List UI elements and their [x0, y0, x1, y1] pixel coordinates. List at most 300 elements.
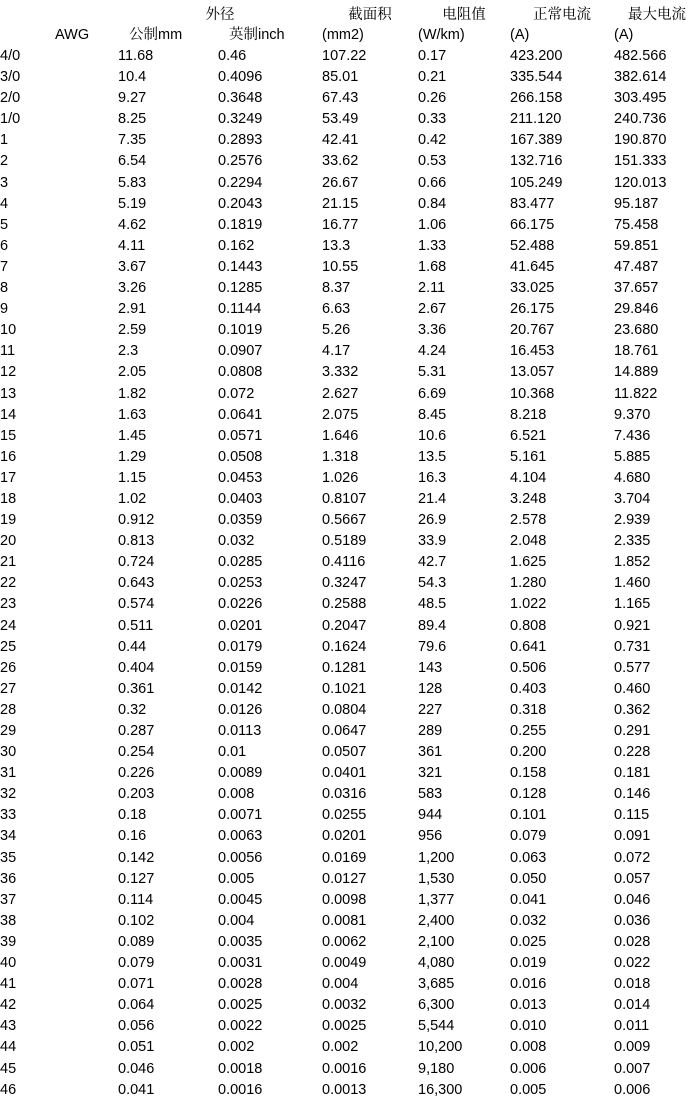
cell-outer-diameter-inch: 0.0571: [218, 427, 263, 444]
table-row: [0, 700, 700, 721]
cell-resistance-value: 956: [418, 828, 443, 845]
cell-normal-current: 0.200: [510, 744, 547, 761]
cell-outer-diameter-mm: 3.67: [118, 258, 147, 275]
table-row: [0, 974, 700, 995]
cell-max-current: 2.335: [614, 533, 651, 550]
cell-max-current: 303.495: [614, 90, 667, 107]
cell-normal-current: 0.025: [510, 933, 547, 950]
cell-outer-diameter-mm: 10.4: [118, 69, 147, 86]
cell-awg-gauge: 44: [0, 1039, 17, 1056]
cell-outer-diameter-mm: 0.32: [118, 701, 147, 718]
cell-resistance-value: 33.9: [418, 533, 447, 550]
cell-cross-section-area: 0.0016: [322, 1060, 367, 1077]
cell-normal-current: 2.578: [510, 512, 547, 529]
cell-outer-diameter-mm: 11.68: [118, 48, 154, 64]
cell-outer-diameter-mm: 0.046: [118, 1060, 155, 1077]
header-cross-section-unit: (mm2): [322, 27, 364, 43]
cell-normal-current: 0.050: [510, 870, 547, 887]
cell-resistance-value: 143: [418, 659, 443, 676]
cell-outer-diameter-inch: 0.0359: [218, 512, 263, 529]
awg-table: [0, 6, 700, 1101]
cell-outer-diameter-inch: 0.005: [218, 870, 255, 887]
table-row: [0, 236, 700, 257]
cell-normal-current: 0.128: [510, 786, 547, 803]
cell-outer-diameter-mm: 0.203: [118, 786, 155, 803]
cell-outer-diameter-mm: 0.102: [118, 912, 155, 929]
cell-max-current: 14.889: [614, 364, 659, 381]
cell-cross-section-area: 0.0647: [322, 723, 367, 739]
cell-awg-gauge: 30: [0, 744, 17, 761]
cell-cross-section-area: 0.0255: [322, 807, 367, 824]
cell-outer-diameter-mm: 0.287: [118, 723, 155, 739]
cell-resistance-value: 13.5: [418, 448, 447, 465]
table-row: [0, 637, 700, 658]
cell-outer-diameter-mm: 0.089: [118, 933, 155, 950]
cell-outer-diameter-inch: 0.1144: [218, 301, 262, 318]
cell-outer-diameter-inch: 0.0035: [218, 933, 263, 950]
table-row: [0, 932, 700, 953]
cell-normal-current: 20.767: [510, 322, 555, 339]
cell-awg-gauge: 32: [0, 786, 17, 803]
cell-outer-diameter-inch: 0.0089: [218, 765, 263, 782]
cell-normal-current: 266.158: [510, 90, 563, 107]
cell-max-current: 2.939: [614, 512, 651, 529]
cell-resistance-value: 5.31: [418, 364, 447, 381]
cell-resistance-value: 0.21: [418, 69, 447, 86]
cell-outer-diameter-inch: 0.0025: [218, 997, 263, 1014]
cell-outer-diameter-inch: 0.0018: [218, 1060, 263, 1077]
cell-resistance-value: 0.66: [418, 174, 447, 191]
cell-normal-current: 0.101: [510, 807, 547, 824]
table-row: [0, 67, 700, 88]
cell-resistance-value: 2,100: [418, 933, 455, 950]
cell-normal-current: 0.005: [510, 1081, 547, 1098]
cell-max-current: 37.657: [614, 280, 659, 297]
cell-normal-current: 167.389: [510, 132, 563, 149]
cell-cross-section-area: 0.3247: [322, 575, 367, 592]
table-row: [0, 215, 700, 236]
cell-outer-diameter-mm: 0.16: [118, 828, 147, 845]
cell-outer-diameter-mm: 1.15: [118, 469, 147, 486]
cell-outer-diameter-mm: 0.127: [118, 870, 155, 887]
cell-normal-current: 1.280: [510, 575, 547, 592]
cell-awg-gauge: 18: [0, 490, 17, 507]
cell-max-current: 482.566: [614, 48, 667, 64]
cell-normal-current: 1.022: [510, 596, 547, 613]
cell-awg-gauge: 17: [0, 469, 17, 486]
cell-resistance-value: 1,200: [418, 849, 455, 866]
cell-max-current: 0.362: [614, 701, 651, 718]
cell-resistance-value: 0.33: [418, 111, 447, 128]
cell-normal-current: 83.477: [510, 195, 555, 212]
table-row: [0, 1080, 700, 1101]
cell-outer-diameter-mm: 2.05: [118, 364, 147, 381]
cell-outer-diameter-mm: 5.83: [118, 174, 147, 191]
table-row: [0, 1059, 700, 1080]
header-max-current-unit: (A): [614, 27, 634, 43]
table-row: [0, 742, 700, 763]
cell-cross-section-area: 16.77: [322, 216, 359, 233]
cell-outer-diameter-mm: 3.26: [118, 280, 147, 297]
cell-awg-gauge: 34: [0, 828, 17, 845]
cell-awg-gauge: 23: [0, 596, 17, 613]
cell-awg-gauge: 31: [0, 765, 17, 782]
cell-max-current: 0.731: [614, 638, 651, 655]
cell-awg-gauge: 38: [0, 912, 17, 929]
cell-resistance-value: 16.3: [418, 469, 447, 486]
cell-max-current: 0.460: [614, 680, 651, 697]
cell-awg-gauge: 6: [0, 237, 9, 254]
cell-outer-diameter-mm: 0.18: [118, 807, 147, 824]
cell-outer-diameter-inch: 0.0126: [218, 701, 263, 718]
cell-resistance-value: 10.6: [418, 427, 447, 444]
cell-resistance-value: 89.4: [418, 617, 447, 634]
table-row: [0, 848, 700, 869]
cell-outer-diameter-inch: 0.0201: [218, 617, 263, 634]
cell-max-current: 95.187: [614, 195, 659, 212]
cell-max-current: 0.577: [614, 659, 651, 676]
header-max-current: 最大电流: [628, 7, 686, 23]
cell-cross-section-area: 10.55: [322, 258, 359, 275]
cell-normal-current: 132.716: [510, 153, 563, 170]
cell-normal-current: 0.019: [510, 955, 547, 972]
cell-outer-diameter-mm: 0.912: [118, 512, 155, 529]
cell-cross-section-area: 8.37: [322, 280, 351, 297]
cell-awg-gauge: 26: [0, 659, 17, 676]
cell-awg-gauge: 37: [0, 891, 17, 908]
cell-outer-diameter-inch: 0.0142: [218, 680, 263, 697]
table-body: [0, 46, 700, 1101]
header-metric-mm: 公制mm: [129, 27, 183, 43]
cell-resistance-value: 79.6: [418, 638, 447, 655]
cell-resistance-value: 8.45: [418, 406, 447, 423]
cell-outer-diameter-mm: 0.361: [118, 680, 155, 697]
cell-max-current: 120.013: [614, 174, 667, 191]
cell-normal-current: 0.063: [510, 849, 547, 866]
cell-outer-diameter-inch: 0.002: [218, 1039, 255, 1056]
table-row: [0, 130, 700, 151]
cell-outer-diameter-inch: 0.0028: [218, 976, 263, 993]
cell-normal-current: 10.368: [510, 385, 555, 402]
cell-normal-current: 13.057: [510, 364, 555, 381]
cell-cross-section-area: 42.41: [322, 132, 359, 149]
cell-outer-diameter-inch: 0.0403: [218, 490, 263, 507]
cell-max-current: 0.091: [614, 828, 651, 845]
cell-cross-section-area: 0.5667: [322, 512, 367, 529]
cell-outer-diameter-mm: 1.82: [118, 385, 147, 402]
table-row: [0, 1016, 700, 1037]
cell-max-current: 0.046: [614, 891, 651, 908]
cell-normal-current: 0.008: [510, 1039, 547, 1056]
table-row: [0, 362, 700, 383]
cell-normal-current: 41.645: [510, 258, 555, 275]
cell-max-current: 1.852: [614, 554, 651, 571]
cell-outer-diameter-mm: 0.051: [118, 1039, 155, 1056]
cell-cross-section-area: 0.5189: [322, 533, 367, 550]
cell-outer-diameter-mm: 1.02: [118, 490, 147, 507]
cell-resistance-value: 6.69: [418, 385, 447, 402]
cell-outer-diameter-inch: 0.0031: [218, 955, 263, 972]
cell-awg-gauge: 9: [0, 301, 9, 318]
cell-cross-section-area: 3.332: [322, 364, 359, 381]
table-row: [0, 911, 700, 932]
cell-outer-diameter-mm: 5.19: [118, 195, 147, 212]
cell-cross-section-area: 2.075: [322, 406, 359, 423]
cell-outer-diameter-mm: 0.574: [118, 596, 155, 613]
cell-cross-section-area: 0.0401: [322, 765, 367, 782]
cell-cross-section-area: 0.0804: [322, 701, 367, 718]
cell-max-current: 0.009: [614, 1039, 651, 1056]
table-row: [0, 1037, 700, 1058]
cell-awg-gauge: 14: [0, 406, 17, 423]
cell-normal-current: 0.808: [510, 617, 547, 634]
header-row-top: [0, 6, 700, 25]
cell-cross-section-area: 0.0098: [322, 891, 367, 908]
cell-resistance-value: 1.06: [418, 216, 447, 233]
table-row: [0, 320, 700, 341]
cell-resistance-value: 0.84: [418, 195, 447, 212]
cell-outer-diameter-inch: 0.004: [218, 912, 255, 929]
table-row: [0, 447, 700, 468]
cell-awg-gauge: 15: [0, 427, 17, 444]
cell-outer-diameter-mm: 4.11: [118, 237, 146, 254]
cell-max-current: 0.028: [614, 933, 651, 950]
cell-outer-diameter-mm: 0.254: [118, 744, 155, 761]
cell-max-current: 0.072: [614, 849, 651, 866]
cell-awg-gauge: 10: [0, 322, 17, 339]
cell-max-current: 0.057: [614, 870, 651, 887]
cell-cross-section-area: 0.0025: [322, 1018, 367, 1035]
cell-outer-diameter-inch: 0.0508: [218, 448, 263, 465]
cell-outer-diameter-inch: 0.008: [218, 786, 255, 803]
table-row: [0, 805, 700, 826]
table-row: [0, 573, 700, 594]
cell-max-current: 0.115: [614, 807, 650, 824]
table-row: [0, 763, 700, 784]
table-row: [0, 658, 700, 679]
cell-outer-diameter-mm: 6.54: [118, 153, 147, 170]
cell-outer-diameter-inch: 0.0253: [218, 575, 263, 592]
cell-cross-section-area: 0.2047: [322, 617, 367, 634]
cell-outer-diameter-inch: 0.0022: [218, 1018, 263, 1035]
cell-outer-diameter-inch: 0.0159: [218, 659, 263, 676]
table-row: [0, 257, 700, 278]
table-row: [0, 173, 700, 194]
cell-cross-section-area: 0.8107: [322, 490, 367, 507]
table-row: [0, 384, 700, 405]
cell-outer-diameter-inch: 0.162: [218, 237, 255, 254]
cell-outer-diameter-mm: 0.079: [118, 955, 155, 972]
cell-normal-current: 3.248: [510, 490, 547, 507]
cell-max-current: 0.022: [614, 955, 651, 972]
cell-resistance-value: 227: [418, 701, 443, 718]
cell-max-current: 0.006: [614, 1081, 651, 1098]
cell-normal-current: 6.521: [510, 427, 547, 444]
cell-awg-gauge: 11: [0, 343, 16, 360]
cell-outer-diameter-inch: 0.0226: [218, 596, 263, 613]
cell-outer-diameter-inch: 0.1285: [218, 280, 263, 297]
cell-max-current: 190.870: [614, 132, 667, 149]
cell-resistance-value: 321: [418, 765, 443, 782]
cell-awg-gauge: 21: [0, 554, 17, 571]
cell-resistance-value: 16,300: [418, 1081, 463, 1098]
cell-outer-diameter-inch: 0.0179: [218, 638, 263, 655]
cell-awg-gauge: 2: [0, 153, 9, 170]
cell-awg-gauge: 40: [0, 955, 17, 972]
cell-awg-gauge: 33: [0, 807, 17, 824]
table-row: [0, 890, 700, 911]
cell-awg-gauge: 46: [0, 1081, 17, 1098]
cell-awg-gauge: 13: [0, 385, 17, 402]
cell-normal-current: 1.625: [510, 554, 547, 571]
cell-outer-diameter-inch: 0.0063: [218, 828, 263, 845]
table-row: [0, 784, 700, 805]
cell-resistance-value: 4,080: [418, 955, 455, 972]
table-row: [0, 721, 700, 742]
cell-cross-section-area: 21.15: [322, 195, 359, 212]
cell-outer-diameter-mm: 0.724: [118, 554, 155, 571]
cell-cross-section-area: 0.4116: [322, 554, 366, 571]
cell-normal-current: 0.641: [510, 638, 547, 655]
cell-normal-current: 33.025: [510, 280, 555, 297]
cell-awg-gauge: 4: [0, 195, 9, 212]
cell-normal-current: 105.249: [510, 174, 563, 191]
cell-cross-section-area: 0.0316: [322, 786, 367, 803]
table-row: [0, 826, 700, 847]
cell-max-current: 1.165: [614, 596, 651, 613]
header-resistance: 电阻值: [442, 7, 486, 23]
cell-normal-current: 16.453: [510, 343, 555, 360]
cell-awg-gauge: 27: [0, 680, 17, 697]
cell-cross-section-area: 13.3: [322, 237, 351, 254]
cell-normal-current: 0.010: [510, 1018, 547, 1035]
header-awg: AWG: [55, 27, 90, 43]
table-row: [0, 531, 700, 552]
cell-outer-diameter-inch: 0.0016: [218, 1081, 263, 1098]
cell-resistance-value: 2,400: [418, 912, 455, 929]
cell-max-current: 29.846: [614, 301, 659, 318]
cell-cross-section-area: 0.0507: [322, 744, 367, 761]
cell-outer-diameter-mm: 0.44: [118, 638, 147, 655]
cell-cross-section-area: 6.63: [322, 301, 351, 318]
cell-normal-current: 0.006: [510, 1060, 547, 1077]
cell-cross-section-area: 0.2588: [322, 596, 367, 613]
cell-outer-diameter-inch: 0.1019: [218, 322, 263, 339]
cell-outer-diameter-inch: 0.2294: [218, 174, 263, 191]
cell-outer-diameter-mm: 0.056: [118, 1018, 155, 1035]
table-row: [0, 468, 700, 489]
cell-outer-diameter-mm: 7.35: [118, 132, 147, 149]
table-row: [0, 194, 700, 215]
cell-cross-section-area: 85.01: [322, 69, 359, 86]
cell-outer-diameter-mm: 0.071: [118, 976, 155, 993]
table-row: [0, 616, 700, 637]
cell-awg-gauge: 22: [0, 575, 17, 592]
cell-outer-diameter-mm: 0.064: [118, 997, 155, 1014]
cell-normal-current: 0.403: [510, 680, 547, 697]
header-normal-current: 正常电流: [533, 7, 591, 23]
cell-awg-gauge: 24: [0, 617, 17, 634]
cell-max-current: 3.704: [614, 490, 651, 507]
cell-awg-gauge: 19: [0, 512, 17, 529]
cell-outer-diameter-inch: 0.0045: [218, 891, 263, 908]
cell-outer-diameter-mm: 0.511: [118, 617, 154, 634]
cell-resistance-value: 2.67: [418, 301, 447, 318]
table-row: [0, 594, 700, 615]
cell-outer-diameter-mm: 2.59: [118, 322, 147, 339]
cell-outer-diameter-inch: 0.01: [218, 744, 247, 761]
cell-max-current: 0.018: [614, 976, 651, 993]
cell-max-current: 9.370: [614, 406, 651, 423]
cell-outer-diameter-mm: 2.3: [118, 343, 139, 360]
cell-awg-gauge: 45: [0, 1060, 17, 1077]
cell-cross-section-area: 5.26: [322, 322, 351, 339]
cell-resistance-value: 3,685: [418, 976, 455, 993]
cell-normal-current: 2.048: [510, 533, 547, 550]
cell-resistance-value: 361: [418, 744, 443, 761]
cell-resistance-value: 0.42: [418, 132, 447, 149]
cell-resistance-value: 21.4: [418, 490, 447, 507]
cell-awg-gauge: 25: [0, 638, 17, 655]
cell-awg-gauge: 16: [0, 448, 17, 465]
cell-awg-gauge: 8: [0, 280, 9, 297]
cell-normal-current: 26.175: [510, 301, 555, 318]
table-row: [0, 995, 700, 1016]
cell-normal-current: 0.079: [510, 828, 547, 845]
cell-max-current: 0.014: [614, 997, 651, 1014]
cell-resistance-value: 3.36: [418, 322, 447, 339]
table-row: [0, 46, 700, 67]
cell-outer-diameter-inch: 0.0071: [218, 807, 263, 824]
cell-resistance-value: 1,530: [418, 870, 455, 887]
cell-normal-current: 0.255: [510, 723, 547, 739]
cell-normal-current: 0.013: [510, 997, 547, 1014]
cell-outer-diameter-inch: 0.032: [218, 533, 255, 550]
cell-cross-section-area: 1.318: [322, 448, 359, 465]
cell-normal-current: 423.200: [510, 48, 563, 64]
cell-outer-diameter-mm: 0.114: [118, 891, 154, 908]
table-row: [0, 953, 700, 974]
table-row: [0, 552, 700, 573]
cell-outer-diameter-mm: 1.63: [118, 406, 147, 423]
cell-outer-diameter-mm: 0.142: [118, 849, 155, 866]
cell-outer-diameter-inch: 0.0056: [218, 849, 263, 866]
table-row: [0, 510, 700, 531]
cell-outer-diameter-inch: 0.0453: [218, 469, 263, 486]
cell-max-current: 0.007: [614, 1060, 651, 1077]
cell-awg-gauge: 28: [0, 701, 17, 718]
cell-resistance-value: 0.53: [418, 153, 447, 170]
cell-resistance-value: 5,544: [418, 1018, 455, 1035]
cell-awg-gauge: 35: [0, 849, 17, 866]
cell-awg-gauge: 36: [0, 870, 17, 887]
cell-awg-gauge: 7: [0, 258, 9, 275]
table-row: [0, 109, 700, 130]
cell-cross-section-area: 1.646: [322, 427, 359, 444]
header-row-sub: [0, 25, 700, 46]
cell-max-current: 0.228: [614, 744, 651, 761]
cell-normal-current: 0.158: [510, 765, 547, 782]
cell-outer-diameter-inch: 0.2576: [218, 153, 263, 170]
cell-normal-current: 5.161: [510, 448, 547, 465]
cell-cross-section-area: 1.026: [322, 469, 359, 486]
cell-normal-current: 4.104: [510, 469, 547, 486]
cell-max-current: 382.614: [614, 69, 667, 86]
cell-resistance-value: 289: [418, 723, 443, 739]
cell-outer-diameter-mm: 2.91: [118, 301, 147, 318]
cell-normal-current: 0.041: [510, 891, 547, 908]
cell-normal-current: 52.488: [510, 237, 555, 254]
